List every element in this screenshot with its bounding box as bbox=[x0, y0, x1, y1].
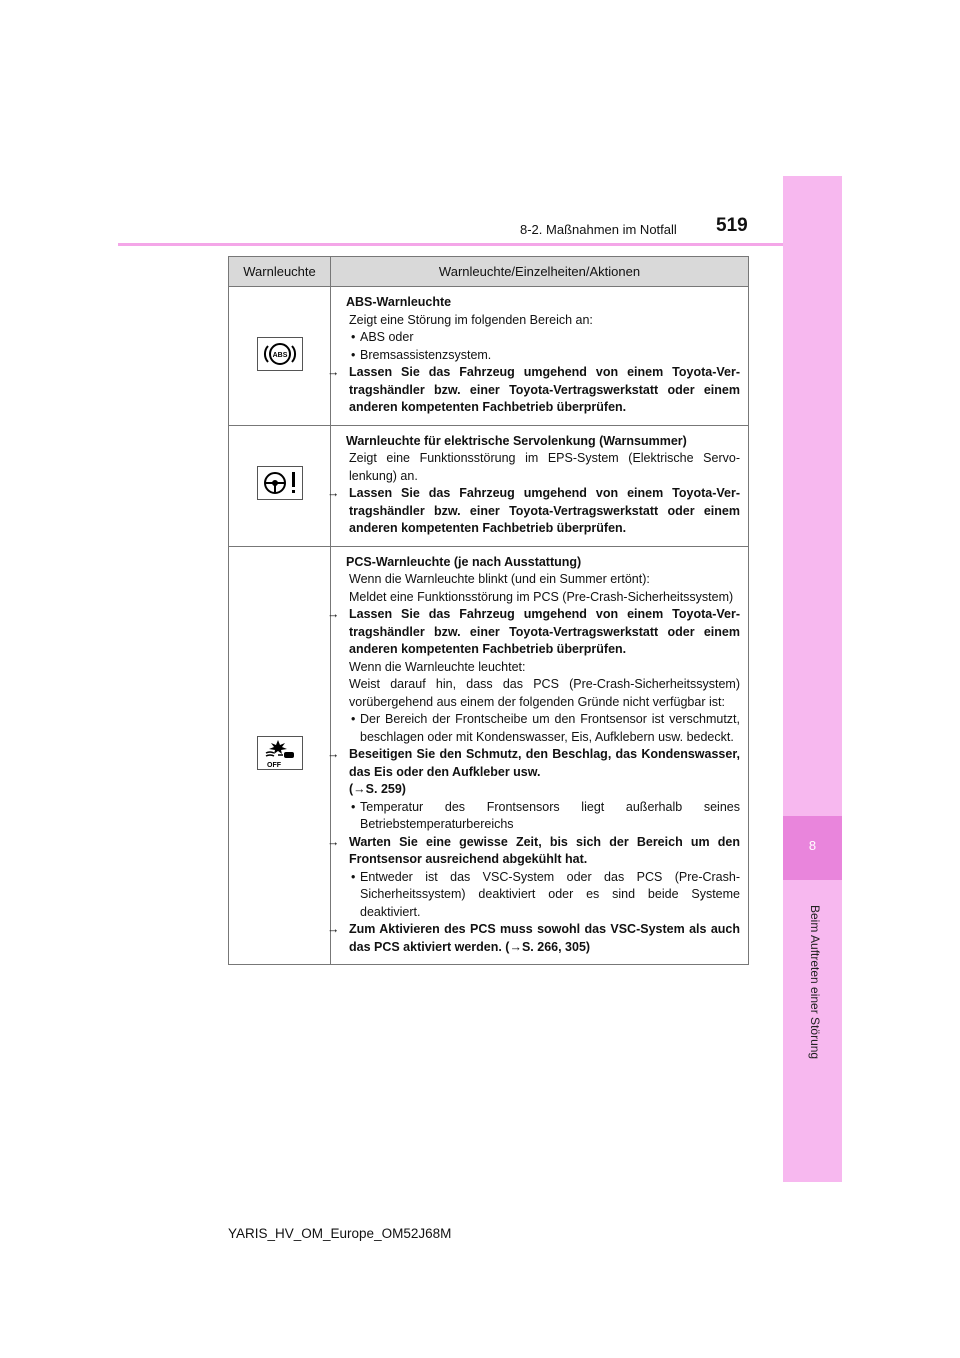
action-item bbox=[327, 485, 740, 538]
action-text: Beseitigen Sie den Schmutz, den Beschlag, das Kondenswasser, das Eis oder den Aufkleber usw. bbox=[349, 747, 740, 779]
column-header-details: Warnleuchte/Einzelheiten/Aktionen bbox=[331, 257, 749, 287]
row-title: ABS-Warnleuchte bbox=[346, 295, 452, 309]
text-line: Wenn die Warnleuchte leuchtet: bbox=[349, 659, 526, 674]
table-row bbox=[229, 425, 749, 546]
text-line: Wenn die Warnleuchte blinkt (und ein Summer ertönt): bbox=[349, 572, 650, 586]
text-line: Weist darauf hin, dass das PCS (Pre-Crash-Sicherheitssystem) vorübergehend aus einem der folgenden Gründe nicht verfügbar ist: bbox=[349, 677, 740, 709]
action-item bbox=[327, 606, 740, 659]
arrow-icon: → bbox=[327, 747, 340, 761]
power-steering-warning-icon bbox=[257, 466, 303, 500]
page-reference: (→S. 259) bbox=[349, 782, 406, 796]
chapter-number: 8 bbox=[808, 838, 817, 853]
action-text: Warten Sie eine gewisse Zeit, bis sich der Bereich um den Frontsensor ausreichend abgekühlt hat. bbox=[349, 834, 740, 866]
description-cell bbox=[327, 425, 749, 546]
icon-off-label: OFF bbox=[266, 762, 281, 769]
action-text: Lassen Sie das Fahrzeug umgehend von einem Toyota-Vertragshändler bzw. einer Toyota-Vertragswerkstatt oder einem anderen kompetenten Fachbetrieb überprüfen. bbox=[349, 486, 740, 535]
bullet-item: • Temperatur des Frontsensors liegt außerhalb seines Betriebstemperaturbereichs bbox=[349, 799, 740, 834]
action-item bbox=[327, 364, 740, 417]
section-title: 8-2. Maßnahmen im Notfall bbox=[520, 222, 677, 237]
description-cell bbox=[327, 546, 749, 965]
action-item bbox=[327, 921, 740, 956]
action-item bbox=[327, 746, 740, 781]
warning-light-table bbox=[228, 256, 749, 965]
arrow-icon: → bbox=[327, 834, 340, 849]
bullet-item: • ABS oder bbox=[349, 329, 740, 347]
pcs-off-warning-icon bbox=[257, 736, 303, 770]
text-line: Meldet eine Funktionsstörung im PCS (Pre-Crash-Sicherheitssystem) bbox=[349, 589, 734, 604]
icon-cell bbox=[229, 546, 331, 965]
table-row bbox=[229, 546, 749, 965]
arrow-icon: → bbox=[327, 365, 340, 379]
icon-cell bbox=[229, 425, 331, 546]
action-item bbox=[327, 834, 740, 869]
text-line: Zeigt eine Störung im folgenden Bereich an: bbox=[349, 312, 593, 327]
action-text: Lassen Sie das Fahrzeug umgehend von einem Toyota-Vertragshändler bzw. einer Toyota-Vertragswerkstatt oder einem anderen kompetenten Fachbetrieb überprüfen. bbox=[349, 365, 740, 414]
chapter-label: Beim Auftreten einer Störung bbox=[808, 905, 822, 1060]
arrow-icon: → bbox=[327, 607, 340, 621]
text-line: Zeigt eine Funktionsstörung im EPS-System (Elektrische Servolenkung) an. bbox=[349, 451, 740, 483]
bullet-item: • Entweder ist das VSC-System oder das PCS (Pre-Crash-Sicherheitssystem) deaktiviert oder es sind beide Systeme deaktiviert. bbox=[349, 869, 740, 922]
abs-warning-icon bbox=[257, 337, 303, 371]
table-header-row bbox=[229, 257, 749, 287]
bullet-item: • Bremsassistenzsystem. bbox=[349, 347, 740, 365]
icon-cell bbox=[229, 287, 331, 426]
action-text: Lassen Sie das Fahrzeug umgehend von einem Toyota-Vertragshändler bzw. einer Toyota-Vertragswerkstatt oder einem anderen kompetenten Fachbetrieb überprüfen. bbox=[349, 607, 740, 656]
document-code: YARIS_HV_OM_Europe_OM52J68M bbox=[228, 1226, 452, 1241]
svg-text:ABS: ABS bbox=[272, 351, 287, 359]
page-number: 519 bbox=[716, 215, 748, 236]
row-title: PCS-Warnleuchte (je nach Ausstattung) bbox=[346, 554, 582, 569]
chapter-number-tab bbox=[783, 816, 842, 880]
header-rule bbox=[118, 243, 840, 246]
arrow-icon: → bbox=[327, 922, 340, 936]
description-cell bbox=[327, 287, 749, 426]
action-text: Zum Aktivieren des PCS muss sowohl das VSC-System als auch das PCS aktiviert werden. (→S. 266, 305) bbox=[349, 922, 740, 954]
table-row bbox=[229, 287, 749, 426]
column-header-warning-light: Warnleuchte bbox=[229, 257, 331, 287]
bullet-item: • Der Bereich der Frontscheibe um den Frontsensor ist verschmutzt, beschlagen oder mit Kondenswasser, Eis, Aufklebern usw. bedeckt. bbox=[349, 711, 740, 746]
row-title: Warnleuchte für elektrische Servolenkung (Warnsummer) bbox=[346, 433, 687, 448]
arrow-icon: → bbox=[327, 486, 340, 500]
